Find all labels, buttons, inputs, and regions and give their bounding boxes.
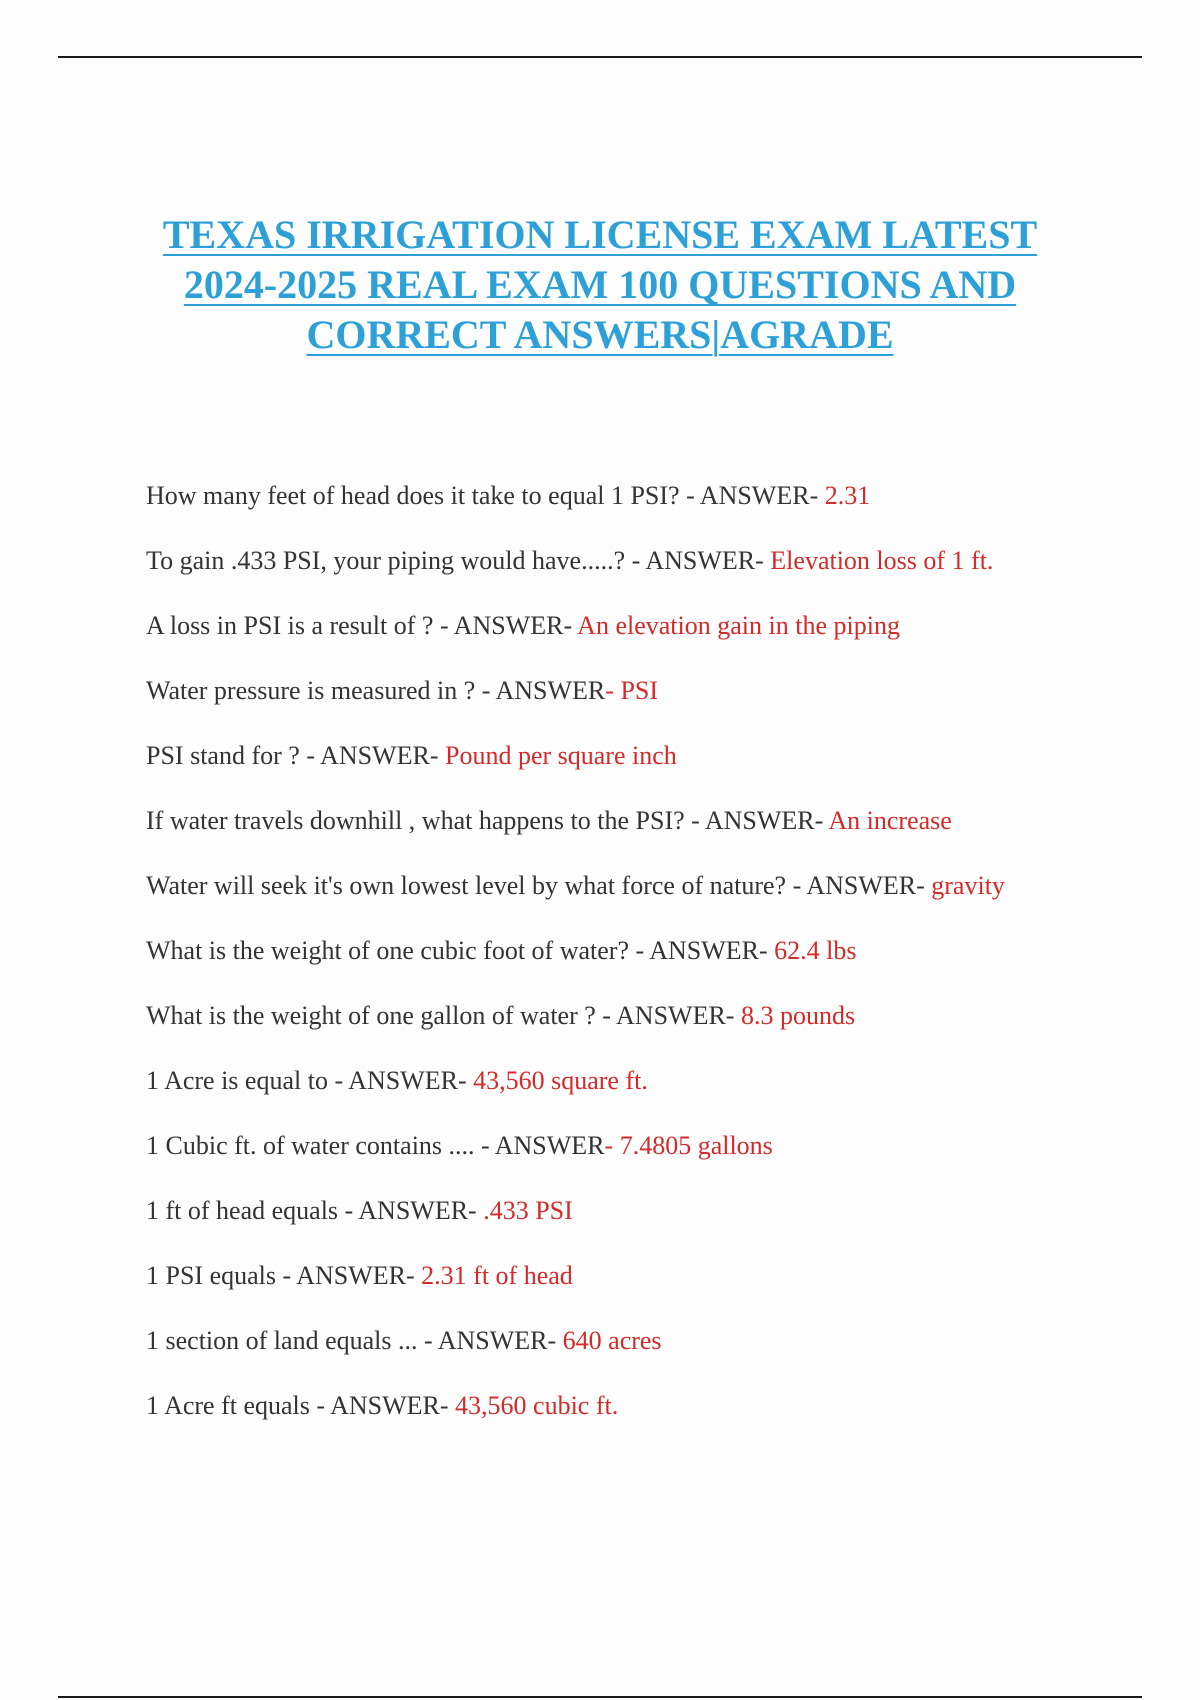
question-text: To gain .433 PSI, your piping would have.....? - ANSWER-	[146, 546, 771, 575]
qa-list	[146, 479, 1146, 1454]
question-text: Water pressure is measured in ? - ANSWER	[146, 676, 606, 705]
answer-text: - 7.4805 gallons	[604, 1131, 773, 1160]
answer-text: 62.4 lbs	[774, 936, 857, 965]
question-text: PSI stand for ? - ANSWER-	[146, 741, 445, 770]
top-rule	[58, 56, 1142, 58]
question-text: What is the weight of one gallon of water ? - ANSWER-	[146, 1001, 741, 1030]
qa-item	[146, 999, 1146, 1064]
answer-text: 43,560 square ft.	[473, 1066, 648, 1095]
qa-item	[146, 739, 1146, 804]
answer-text: An increase	[828, 806, 952, 835]
answer-text: gravity	[931, 871, 1005, 900]
answer-text: Pound per square inch	[444, 741, 677, 770]
answer-text: 640 acres	[562, 1326, 662, 1355]
answer-text: 2.31	[824, 481, 871, 510]
document-title	[100, 210, 1100, 360]
question-text: What is the weight of one cubic foot of water? - ANSWER-	[146, 936, 775, 965]
title-line: 2024-2025 REAL EXAM 100 QUESTIONS AND	[183, 262, 1017, 307]
bottom-rule	[58, 1696, 1142, 1698]
qa-item	[146, 1129, 1146, 1194]
question-text: 1 Acre is equal to - ANSWER-	[146, 1066, 474, 1095]
question-text: 1 PSI equals - ANSWER-	[146, 1261, 422, 1290]
qa-item	[146, 1324, 1146, 1389]
title-line: CORRECT ANSWERS|AGRADE	[306, 312, 894, 357]
answer-text: 2.31 ft of head	[421, 1261, 573, 1290]
qa-item	[146, 934, 1146, 999]
answer-text: .433 PSI	[483, 1196, 573, 1225]
qa-item	[146, 1064, 1146, 1129]
qa-item	[146, 609, 1146, 674]
answer-text: - PSI	[605, 676, 659, 705]
question-text: Water will seek it's own lowest level by what force of nature? - ANSWER-	[146, 871, 932, 900]
question-text: 1 Cubic ft. of water contains .... - ANSWER	[146, 1131, 605, 1160]
qa-item	[146, 544, 1146, 609]
qa-item	[146, 869, 1146, 934]
qa-item	[146, 804, 1146, 869]
answer-text: An elevation gain in the piping	[577, 611, 900, 640]
answer-text: 8.3 pounds	[740, 1001, 856, 1030]
question-text: If water travels downhill , what happens to the PSI? - ANSWER-	[146, 806, 829, 835]
qa-item	[146, 1259, 1146, 1324]
question-text: How many feet of head does it take to equal 1 PSI? - ANSWER-	[146, 481, 825, 510]
qa-item	[146, 1194, 1146, 1259]
answer-text: Elevation loss of 1 ft.	[770, 546, 994, 575]
question-text: 1 ft of head equals - ANSWER-	[146, 1196, 484, 1225]
question-text: A loss in PSI is a result of ? - ANSWER-	[146, 611, 578, 640]
qa-item	[146, 674, 1146, 739]
title-line: TEXAS IRRIGATION LICENSE EXAM LATEST	[162, 212, 1038, 257]
question-text: 1 section of land equals ... - ANSWER-	[146, 1326, 563, 1355]
qa-item	[146, 479, 1146, 544]
question-text: 1 Acre ft equals - ANSWER-	[146, 1391, 456, 1420]
answer-text: 43,560 cubic ft.	[455, 1391, 619, 1420]
qa-item	[146, 1389, 1146, 1454]
